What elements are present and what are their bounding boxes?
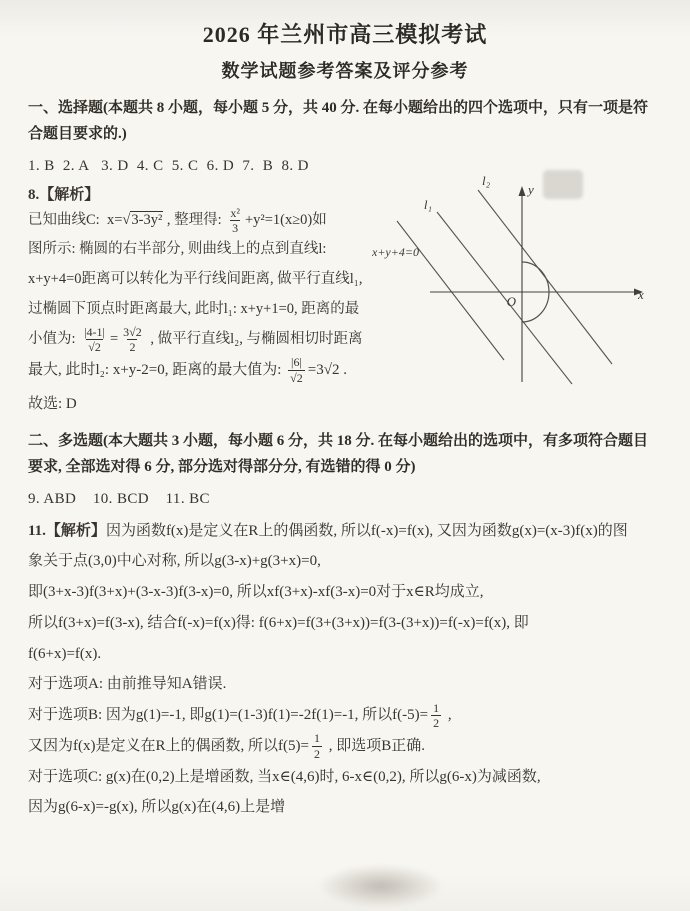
text-run: f(6+x)=f(x).	[28, 645, 102, 662]
text-run: 因为g(6-x)=-g(x), 所以g(x)在(4,6)上是增	[28, 799, 286, 816]
text-run: 最大, 此时l₂: x+y-2=0, 距离的最大值为:	[28, 361, 286, 378]
l2-line-label: l₂	[482, 173, 491, 188]
text-line	[28, 669, 662, 700]
text-run: , 即选项B正确.	[324, 737, 425, 754]
y-axis-label: y	[528, 182, 534, 197]
scan-artifact	[543, 170, 583, 199]
page-title: 2026 年兰州市高三模拟考试	[202, 22, 488, 47]
fraction: $\frac{3√2}{2}$	[123, 324, 142, 354]
text-run: 对于选项A: 由前推导知A错误.	[28, 676, 227, 693]
text-run: x+y+4=0距离可以转化为平行线间距离, 做平行直线l₁,	[28, 271, 363, 288]
text-line	[28, 608, 662, 639]
text-line	[28, 295, 393, 325]
text-line	[28, 325, 393, 355]
text-run: 11.【解析】	[28, 522, 106, 539]
text-line	[28, 265, 393, 295]
line-equation-label: x+y+4=0	[372, 245, 419, 259]
fraction: $\frac{|6|}{√2}$	[290, 355, 303, 385]
q8-explanation-left-column	[28, 206, 393, 355]
y-axis-arrow	[519, 186, 526, 196]
q8-label: 8.【解析】	[28, 186, 100, 203]
text-line	[28, 546, 662, 577]
text-line	[28, 639, 662, 670]
q8-figure	[372, 172, 662, 392]
text-run: 图所示: 椭圆的右半部分, 则曲线上的点到直线l:	[28, 241, 327, 258]
text-run: 过椭圆下顶点时距离最大, 此时l₁: x+y+1=0, 距离的最	[28, 300, 360, 317]
text-run: =	[109, 330, 119, 347]
text-run: 对于选项B: 因为g(1)=-1, 即g(1)=(1-3)f(1)=-2f(1)=-1, 所以f(-5)=	[28, 707, 429, 724]
text-line	[28, 731, 662, 762]
q8-conclusion: 故选: D	[28, 396, 77, 413]
page-subtitle: 数学试题参考答案及评分参考	[221, 61, 469, 81]
text-run: 已知曲线C: x=	[28, 211, 123, 228]
fraction: $\frac{\text{x²}}{3}$	[230, 205, 240, 235]
x-axis-label: x	[638, 287, 644, 302]
text-line	[28, 700, 662, 731]
text-run: , 做平行直线l₂, 与椭圆相切时距离	[146, 330, 363, 347]
section1-answers: 1. B 2. A 3. D 4. C 5. C 6. D 7. B 8. D	[28, 157, 309, 174]
section1-heading: 一、选择题(本题共 8 小题，每小题 5 分，共 40 分. 在每小题给出的四个选项中，只有一项是符合题目要求的.)	[28, 100, 648, 143]
text-line	[28, 235, 393, 265]
text-line	[28, 516, 662, 547]
watermark-smudge	[318, 864, 444, 908]
text-line	[28, 206, 393, 236]
section2-heading: 二、多选题(本大题共 3 小题，每小题 6 分，共 18 分. 在每小题给出的选项中，有多项符合题目要求, 全部选对得 6 分, 部分选对得部分分, 有选错的得 0 分)	[28, 433, 648, 476]
line-l1	[437, 212, 572, 384]
fraction: $\frac{1}{2}$	[433, 700, 440, 731]
text-run: 对于选项C: g(x)在(0,2)上是增函数, 当x∈(4,6)时, 6-x∈(0,2), 所以g(6-x)为减函数,	[28, 768, 541, 785]
text-run: 又因为f(x)是定义在R上的偶函数, 所以f(5)=	[28, 737, 309, 754]
text-run: +y²=1(x≥0)如	[244, 211, 327, 228]
text-run: ,	[444, 707, 452, 724]
text-line	[28, 762, 662, 793]
text-run: 小值为:	[28, 330, 80, 347]
text-run: 因为函数f(x)是定义在R上的偶函数, 所以f(-x)=f(x), 又因为函数g(x)=(x-3)f(x)的图	[105, 522, 628, 539]
section2-answers: 9. ABD 10. BCD 11. BC	[28, 490, 210, 507]
fraction: $\frac{1}{2}$	[313, 731, 320, 761]
text-run: 象关于点(3,0)中心对称, 所以g(3-x)+g(3+x)=0,	[28, 553, 321, 570]
fraction: $\frac{|4-1|}{√2}$	[84, 324, 105, 354]
text-line	[28, 792, 662, 823]
text-run: , 整理得:	[163, 211, 226, 228]
text-run: 即(3+x-3)f(3+x)+(3-x-3)f(3-x)=0, 所以xf(3+x)-xf(3-x)=0对于x∈R均成立,	[28, 584, 484, 601]
l1-line-label: l₁	[423, 197, 432, 212]
text-run: =3√2 .	[307, 361, 347, 378]
q11-explanation	[28, 516, 662, 824]
text-run: 所以f(3+x)=f(3-x), 结合f(-x)=f(x)得: f(6+x)=f(3+(3+x))=f(3-(3+x))=f(-x)=f(x), 即	[28, 614, 529, 631]
sqrt-expression: √3-3y²	[122, 211, 163, 228]
origin-label: O	[506, 294, 516, 309]
line-x-plus-y-plus-4	[397, 221, 504, 360]
text-line	[28, 577, 662, 608]
